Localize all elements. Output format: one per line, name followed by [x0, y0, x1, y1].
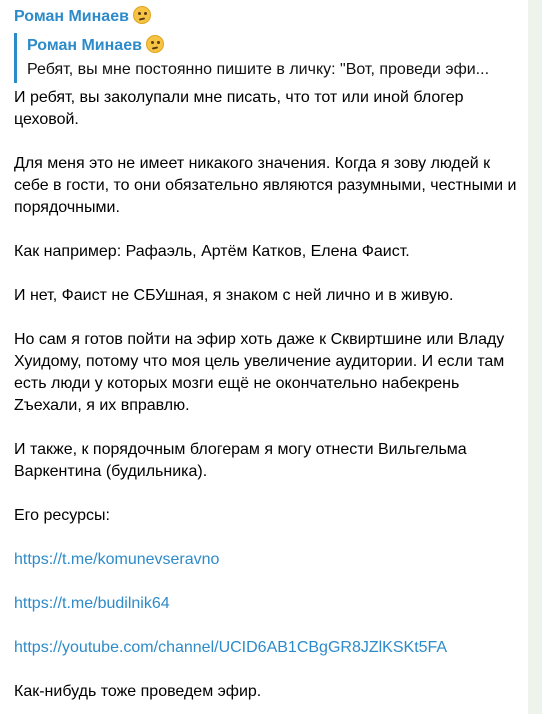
message-paragraph: Для меня это не имеет никакого значения. Когда я зову людей к себе в гости, то они обязательно являются разумными, честными и порядочными.: [14, 155, 517, 216]
thinking-face-icon: [146, 35, 164, 53]
telegram-link-komunevseravno[interactable]: https://t.me/komunevseravno: [14, 551, 220, 568]
message-paragraph: И ребят, вы заколупали мне писать, что тот или иной блогер цеховой.: [14, 89, 464, 128]
message-text: [14, 87, 524, 703]
message-paragraph: И также, к порядочным блогерам я могу отнести Вильгельма Варкентина (будильника).: [14, 441, 467, 480]
message-paragraph: И нет, Фаист не СБУшная, я знаком с ней лично и в живую.: [14, 287, 454, 304]
message-paragraph: Но сам я готов пойти на эфир хоть даже к Сквиртшине или Владу Хуидому, потому что моя цель увеличение аудитории. И если там есть люди у которых мозги ещё не окончательно набекрень Zъехали, я их вправлю.: [14, 331, 505, 414]
message-paragraph: Как например: Рафаэль, Артём Катков, Елена Фаист.: [14, 243, 410, 260]
telegram-link-budilnik64[interactable]: https://t.me/budilnik64: [14, 595, 170, 612]
message-paragraph: Его ресурсы:: [14, 507, 110, 524]
reply-preview-text: Ребят, вы мне постоянно пишите в личку: "Вот, проведи эфи...: [27, 61, 490, 78]
reply-author: [27, 35, 164, 57]
chat-background-edge: [528, 0, 542, 714]
message-author[interactable]: [14, 6, 151, 28]
reply-quote[interactable]: [14, 33, 521, 83]
youtube-channel-link[interactable]: https://youtube.com/channel/UCID6AB1CBgGR8JZlKSKt5FA: [14, 639, 448, 656]
author-name[interactable]: Роман Минаев: [14, 8, 129, 25]
thinking-face-icon: [133, 6, 151, 24]
message-closing: Как-нибудь тоже проведем эфир.: [14, 683, 262, 700]
reply-author-name: Роман Минаев: [27, 37, 142, 54]
